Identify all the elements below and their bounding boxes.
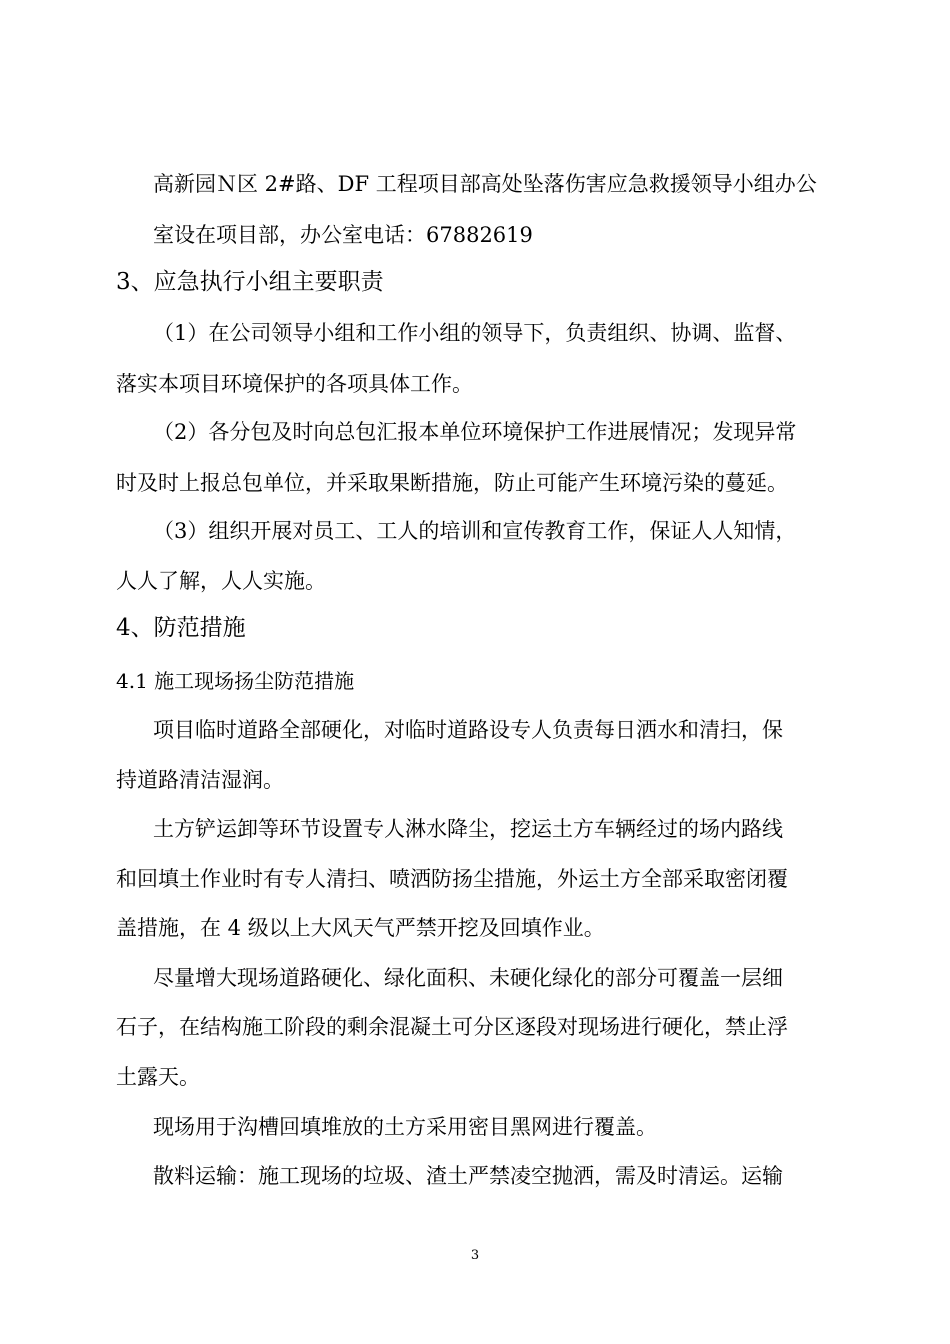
paragraph-line: 散料运输：施工现场的垃圾、渣土严禁凌空抛洒，需及时清运。运输 (153, 1164, 783, 1188)
paragraph-line: 室设在项目部，办公室电话：67882619 (153, 223, 533, 247)
section-heading: 3、应急执行小组主要职责 (116, 269, 384, 295)
paragraph-line: 持道路清洁湿润。 (116, 768, 284, 792)
paragraph-line: 现场用于沟槽回填堆放的土方采用密目黑网进行覆盖。 (153, 1115, 657, 1139)
paragraph-line: 和回填土作业时有专人清扫、喷洒防扬尘措施，外运土方全部采取密闭覆 (116, 867, 788, 891)
paragraph-line: 土方铲运卸等环节设置专人淋水降尘，挖运土方车辆经过的场内路线 (153, 817, 783, 841)
paragraph-line: 项目临时道路全部硬化，对临时道路设专人负责每日洒水和清扫，保 (153, 718, 783, 742)
paragraph-line: 落实本项目环境保护的各项具体工作。 (116, 372, 473, 396)
paragraph-line: （1）在公司领导小组和工作小组的领导下，负责组织、协调、监督、 (153, 321, 797, 345)
paragraph-line: 土露天。 (116, 1065, 200, 1089)
paragraph-line: 高新园Ｎ区 2#路、DF 工程项目部高处坠落伤害应急救援领导小组办公 (153, 172, 817, 196)
subsection-heading: 4.1 施工现场扬尘防范措施 (116, 669, 355, 693)
paragraph-line: （3）组织开展对员工、工人的培训和宣传教育工作，保证人人知情， (153, 519, 797, 543)
paragraph-line: 盖措施，在 4 级以上大风天气严禁开挖及回填作业。 (116, 916, 605, 940)
paragraph-line: 时及时上报总包单位，并采取果断措施，防止可能产生环境污染的蔓延。 (116, 471, 788, 495)
paragraph-line: 尽量增大现场道路硬化、绿化面积、未硬化绿化的部分可覆盖一层细 (153, 966, 783, 990)
paragraph-line: （2）各分包及时向总包汇报本单位环境保护工作进展情况；发现异常 (153, 420, 797, 444)
paragraph-line: 石子，在结构施工阶段的剩余混凝土可分区逐段对现场进行硬化，禁止浮 (116, 1015, 788, 1039)
page-number: 3 (470, 1248, 480, 1263)
paragraph-line: 人人了解，人人实施。 (116, 569, 326, 593)
section-heading: 4、防范措施 (116, 615, 246, 641)
